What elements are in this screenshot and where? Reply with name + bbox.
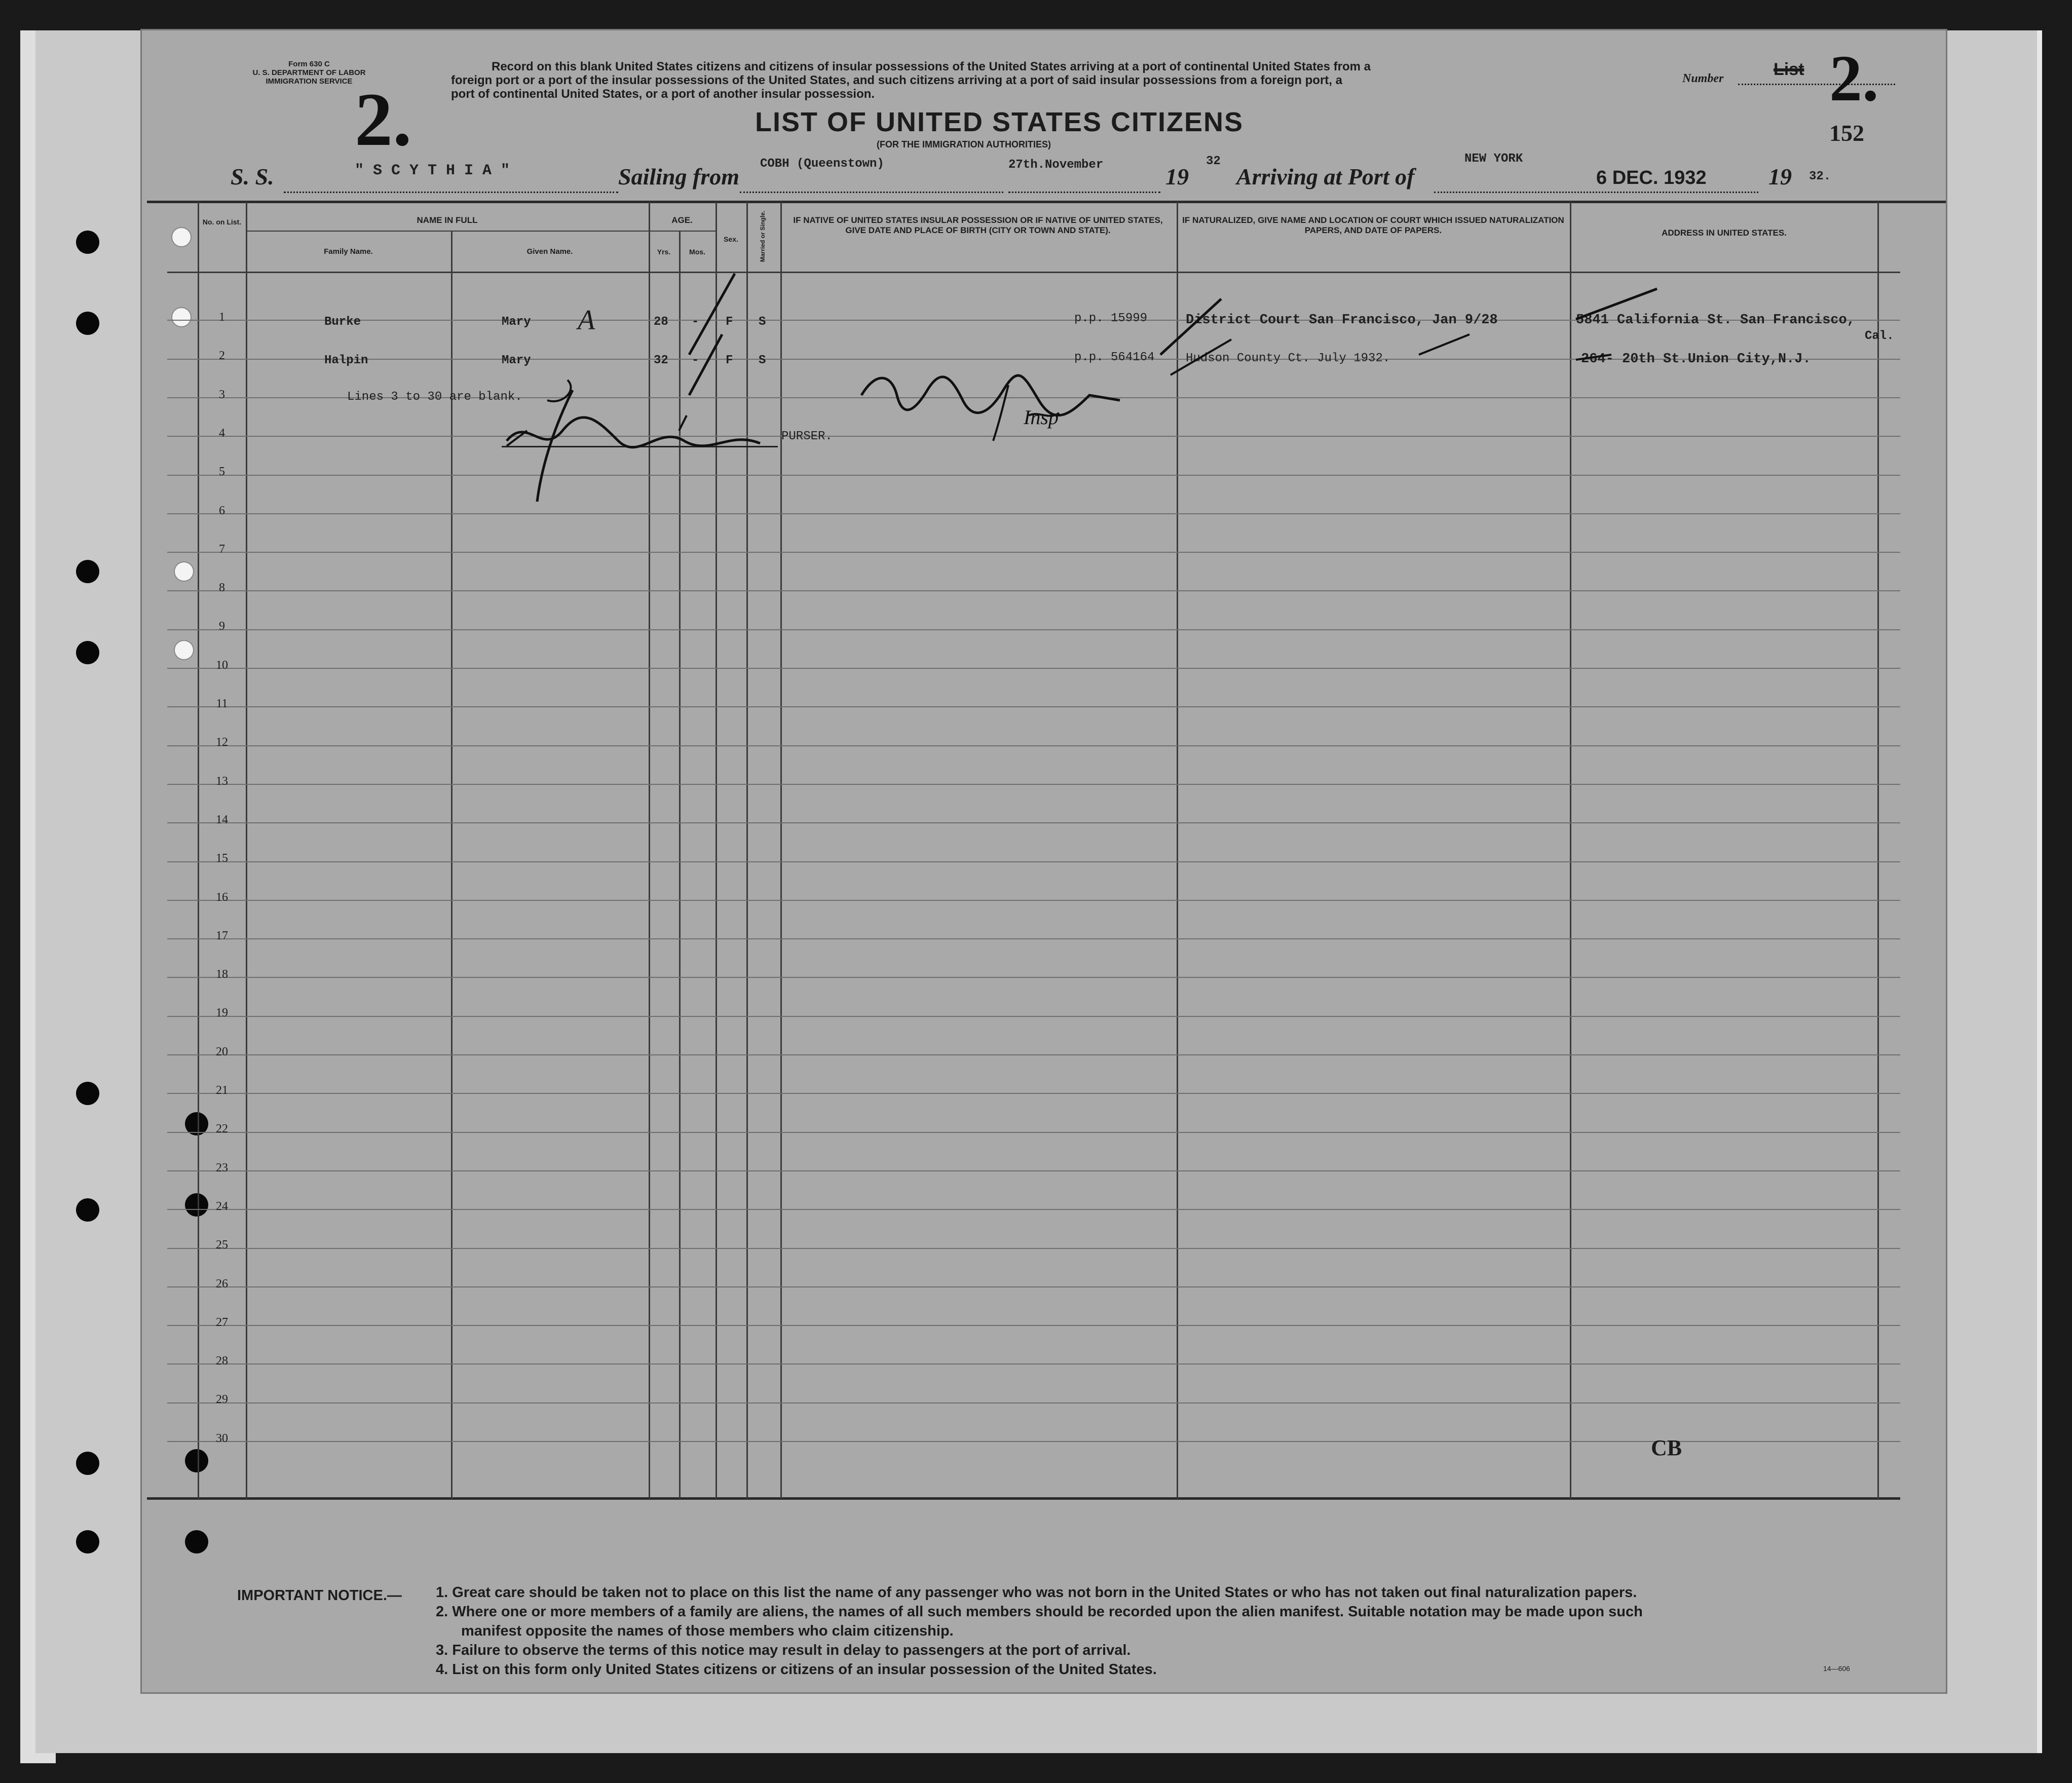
line-number: 9 (219, 620, 225, 633)
header-subdivider (649, 231, 715, 232)
table-row-rule (167, 784, 1900, 785)
table-row-rule (167, 629, 1900, 630)
number-struck-label: List (1774, 60, 1804, 79)
notice-item-2-continued: manifest opposite the names of those members who claim citizenship. (461, 1623, 954, 1639)
binder-hole (76, 1198, 99, 1222)
page-title: LIST OF UNITED STATES CITIZENS (755, 107, 1244, 137)
table-row-rule (167, 668, 1900, 669)
table-row-rule (167, 1132, 1900, 1133)
line-number: 4 (219, 426, 225, 440)
line-number: 26 (216, 1277, 228, 1291)
header-given-name: Given Name. (526, 247, 573, 256)
line-number: 12 (216, 736, 228, 749)
arrival-stamp: 6 DEC. 1932 (1596, 167, 1707, 188)
header-family-name: Family Name. (324, 247, 373, 256)
row-2-given-name: Mary (502, 354, 531, 367)
line-number: 28 (216, 1354, 228, 1368)
number-label: Number (1682, 72, 1724, 85)
row-1-address-line2: Cal. (1865, 329, 1894, 343)
table-row-rule (167, 1286, 1900, 1287)
row-2-address: 264- 20th St.Union City,N.J. (1581, 352, 1811, 367)
table-row-rule (167, 1363, 1900, 1364)
table-row-rule (167, 822, 1900, 823)
header-no: No. on List. (202, 218, 242, 226)
line-number: 8 (219, 581, 225, 595)
header-native: IF NATIVE OF UNITED STATES INSULAR POSSESSION OR IF NATIVE OF UNITED STATES, GIVE DATE AND PLACE OF BIRTH (CITY OR TOWN AND STATE). (793, 215, 1163, 235)
line-number: 22 (216, 1122, 228, 1136)
table-row-rule (167, 1402, 1900, 1403)
header-name-in-full: NAME IN FULL (417, 215, 478, 225)
row-1-age-months: - (692, 315, 699, 329)
header-subdivider (246, 231, 649, 232)
sail-date-line (1008, 192, 1160, 193)
ss-label: S. S. (231, 164, 274, 189)
binder-hole (185, 1530, 208, 1553)
table-row-rule (167, 706, 1900, 707)
header-married-single: Married or Single. (759, 210, 766, 262)
line-number: 13 (216, 774, 228, 788)
table-row-rule (167, 938, 1900, 939)
tick-marks (1155, 279, 1687, 380)
ship-name: "SCYTHIA" (355, 162, 519, 179)
table-row-rule (167, 745, 1900, 746)
binder-hole (76, 231, 99, 254)
table-row-rule (167, 1325, 1900, 1326)
table-row-rule (167, 1170, 1900, 1171)
row-1-family-name: Burke (324, 315, 361, 329)
row-1-age-years: 28 (654, 315, 668, 329)
from-port-line (740, 192, 1003, 193)
column-divider (246, 202, 247, 1499)
line-number: 21 (216, 1084, 228, 1097)
arrival-year: 32. (1809, 170, 1831, 183)
instruction-line: port of continental United States, or a port of another insular possession. (451, 87, 875, 101)
line-number: 18 (216, 968, 228, 981)
notice-block (436, 1583, 1643, 1679)
table-row-rule (167, 1016, 1900, 1017)
table-header-bottom (167, 272, 1900, 273)
table-row-rule (167, 1441, 1900, 1442)
arriving-label: Arriving at Port of (1236, 164, 1415, 189)
arrival-year-prefix: 19 (1768, 164, 1792, 189)
notice-heading: IMPORTANT NOTICE.— (237, 1587, 402, 1604)
row-2-marital-status: S (759, 354, 766, 367)
number-value: 2. (1829, 42, 1879, 115)
line-number: 1 (219, 311, 225, 324)
table-row-rule (167, 513, 1900, 514)
row-1-address: 5841 California St. San Francisco, (1576, 313, 1855, 328)
table-row-rule (167, 900, 1900, 901)
header-mos: Mos. (689, 248, 705, 256)
table-row-rule (167, 552, 1900, 553)
arrival-line (1434, 192, 1758, 193)
purser-signature-scribble (497, 370, 790, 507)
table-bottom-border (147, 1497, 1900, 1500)
from-port: COBH (Queenstown) (760, 157, 884, 171)
line-number: 11 (216, 697, 228, 710)
header-age: AGE. (671, 215, 693, 225)
table-row-rule (167, 1248, 1900, 1249)
column-divider (451, 231, 453, 1499)
row-1-given-mark: A (578, 305, 595, 336)
blank-lines-note: Lines 3 to 30 are blank. (347, 390, 522, 404)
header-yrs: Yrs. (657, 248, 671, 256)
line-number: 20 (216, 1045, 228, 1058)
instruction-line: Record on this blank United States citizens and citizens of insular possessions of the United States arriving at a port of continental United States from a (492, 60, 1371, 73)
form-code: 14—606 (1823, 1664, 1850, 1673)
form-service: IMMIGRATION SERVICE (266, 77, 353, 86)
table-row-rule (167, 1093, 1900, 1094)
line-number: 15 (216, 852, 228, 865)
row-1-given-name: Mary (502, 315, 531, 329)
header-address: ADDRESS IN UNITED STATES. (1662, 228, 1787, 238)
initials: CB (1651, 1435, 1682, 1460)
table-row-rule (167, 590, 1900, 591)
header-naturalized: IF NATURALIZED, GIVE NAME AND LOCATION OF COURT WHICH ISSUED NATURALIZATION PAPERS, AND DATE OF PAPERS. (1182, 215, 1564, 235)
row-2-passport: p.p. 564164 (1074, 351, 1155, 364)
binder-hole (185, 1449, 208, 1472)
inspector-signature (872, 360, 1007, 397)
notice-item-1: 1. Great care should be taken not to place on this list the name of any passenger who was not born in the United States or who has not taken out final naturalization papers. (436, 1584, 1637, 1601)
line-number: 30 (216, 1431, 228, 1445)
binder-hole (175, 562, 193, 581)
column-divider (1877, 202, 1879, 1499)
line-number: 6 (219, 504, 225, 517)
arrival-port: NEW YORK (1464, 152, 1523, 166)
column-divider (198, 202, 199, 1499)
table-row-rule (167, 1054, 1900, 1055)
binder-hole (76, 560, 99, 583)
line-number: 10 (216, 658, 228, 672)
binder-hole (76, 641, 99, 664)
line-number: 25 (216, 1238, 228, 1252)
binder-hole (76, 1082, 99, 1105)
row-1-passport: p.p. 15999 (1074, 312, 1148, 325)
header-sex: Sex. (724, 235, 738, 243)
column-divider (1570, 202, 1571, 1499)
line-number: 23 (216, 1161, 228, 1174)
ship-line (284, 192, 618, 193)
binder-hole (172, 228, 191, 246)
row-2-age-years: 32 (654, 354, 668, 367)
notice-item-2: 2. Where one or more members of a family are aliens, the names of all such members should be recorded upon the alien manifest. Suitable notation may be made upon such (436, 1604, 1643, 1620)
table-row-rule (167, 861, 1900, 862)
row-1-marital-status: S (759, 315, 766, 329)
line-number: 29 (216, 1393, 228, 1407)
instructions-block (451, 60, 1371, 101)
handwritten-number: 2. (355, 78, 412, 162)
notice-item-4: 4. List on this form only United States citizens or citizens of an insular possession of the United States. (436, 1661, 1157, 1678)
column-divider (1177, 202, 1178, 1499)
form-number: Form 630 C (288, 60, 330, 68)
line-number: 16 (216, 890, 228, 904)
line-number: 24 (216, 1199, 228, 1213)
table-row-rule (167, 977, 1900, 978)
line-number: 27 (216, 1315, 228, 1329)
line-number: 2 (219, 349, 225, 363)
binder-hole (76, 312, 99, 335)
row-2-court: Hudson County Ct. July 1932. (1186, 352, 1390, 365)
line-number: 7 (219, 542, 225, 556)
table-row-rule (167, 1209, 1900, 1210)
notice-item-3: 3. Failure to observe the terms of this notice may result in delay to passengers at the port of arrival. (436, 1642, 1131, 1658)
sail-year: 32 (1206, 155, 1221, 168)
sailing-label: Sailing from (618, 164, 740, 189)
purser-label: PURSER. (781, 430, 833, 443)
line-number: 5 (219, 465, 225, 479)
sail-year-prefix: 19 (1165, 164, 1189, 189)
row-2-age-months: - (692, 354, 699, 367)
instruction-line: foreign port or a port of the insular possessions of the United States, and such citizens arriving at a port of said insular possessions from a foreign port, a (451, 73, 1342, 87)
line-number: 3 (219, 388, 225, 401)
binder-hole (76, 1530, 99, 1553)
line-number: 17 (216, 929, 228, 942)
form-department: U. S. DEPARTMENT OF LABOR (252, 68, 366, 77)
line-number: 14 (216, 813, 228, 826)
line-number: 19 (216, 1006, 228, 1020)
table-row-rule (167, 475, 1900, 476)
sail-date: 27th.November (1008, 158, 1104, 172)
binder-hole (76, 1452, 99, 1475)
page-subtitle: (FOR THE IMMIGRATION AUTHORITIES) (877, 139, 1051, 149)
table-top-border (147, 201, 1946, 203)
row-1-sex: F (726, 315, 733, 329)
row-2-sex: F (726, 354, 733, 367)
page-number: 152 (1829, 120, 1864, 146)
binder-hole (172, 308, 191, 326)
row-2-family-name: Halpin (324, 354, 368, 367)
binder-hole (175, 641, 193, 659)
inspector-note: Insp (1024, 406, 1059, 429)
row-1-court: District Court San Francisco, Jan 9/28 (1186, 313, 1498, 328)
